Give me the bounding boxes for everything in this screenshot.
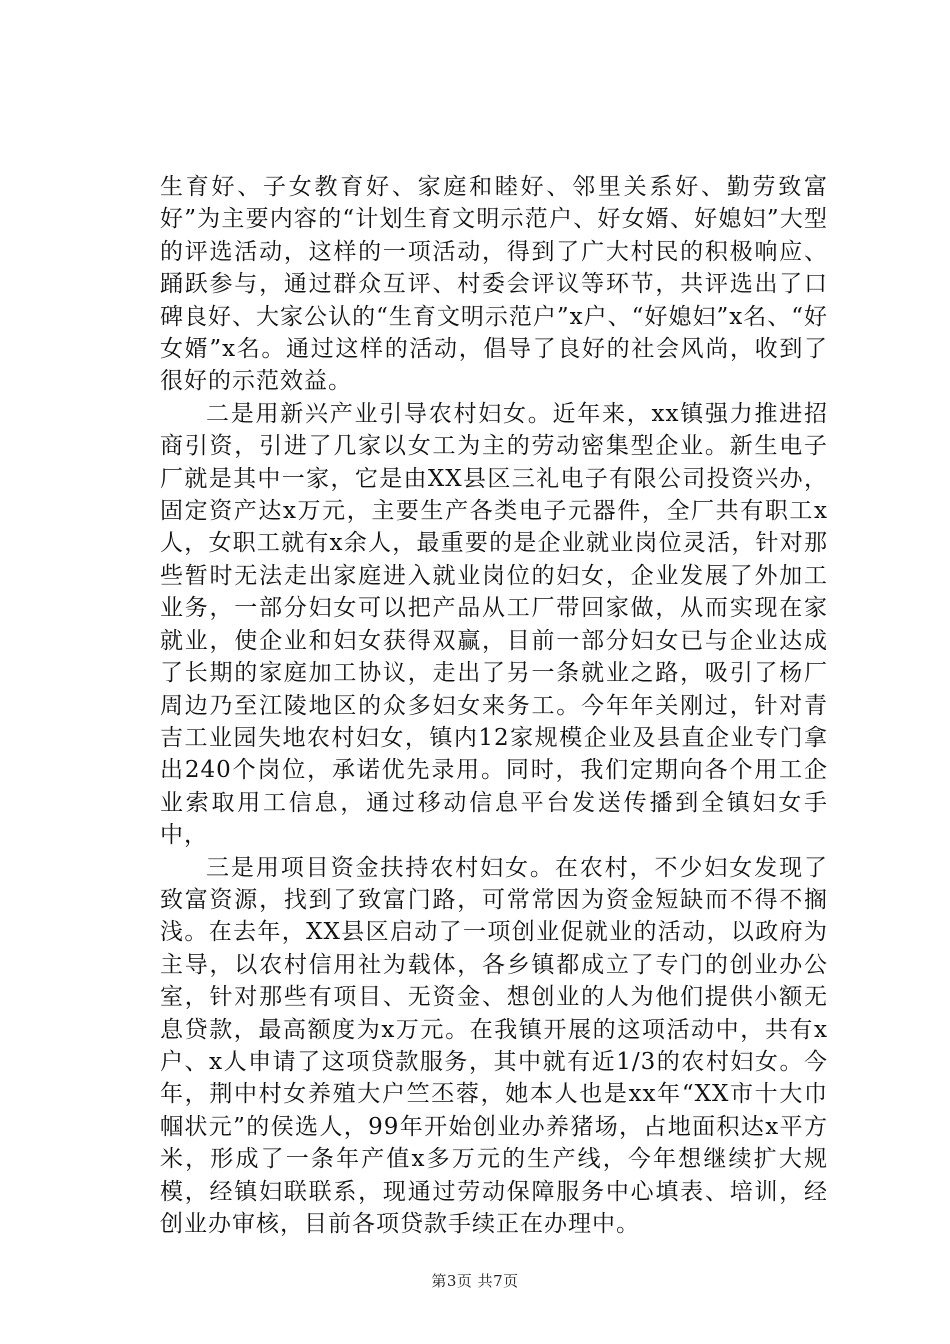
paragraph-2: 二是用新兴产业引导农村妇女。近年来，xx镇强力推进招商引资，引进了几家以女工为主的劳动密集型企业。新生电子厂就是其中一家，它是由XX县区三礼电子有限公司投资兴办，固定资产达x万元，主要生产各类电子元器件，全厂共有职工x人，女职工就有x余人，最重要的是企业就业岗位灵活，针对那些暂时无法走出家庭进入就业岗位的妇女，企业发展了外加工业务，一部分妇女可以把产品从工厂带回家做，从而实现在家就业，使企业和妇女获得双赢，目前一部分妇女已与企业达成了长期的家庭加工协议，走出了另一条就业之路，吸引了杨厂周边乃至江陵地区的众多妇女来务工。今年年关刚过，针对青吉工业园失地农村妇女，镇内12家规模企业及县直企业专门拿出240个岗位，承诺优先录用。同时，我们定期向各个用工企业索取用工信息，通过移动信息平台发送传播到全镇妇女手中， xyxy=(160,400,828,849)
paragraph-3: 三是用项目资金扶持农村妇女。在农村，不少妇女发现了致富资源，找到了致富门路，可常常因为资金短缺而不得不搁浅。在去年，XX县区启动了一项创业促就业的活动，以政府为主导，以农村信用社为载体，各乡镇都成立了专门的创业办公室，针对那些有项目、无资金、想创业的人为他们提供小额无息贷款，最高额度为x万元。在我镇开展的这项活动中，共有x户、x人申请了这项贷款服务，其中就有近1/3的农村妇女。今年，荆中村女养殖大户竺丕蓉，她本人也是xx年“XX市十大巾帼状元”的侯选人，99年开始创业办养猪场，占地面积达x平方米，形成了一条年产值x多万元的生产线，今年想继续扩大规模，经镇妇联联系，现通过劳动保障服务中心填表、培训，经创业办审核，目前各项贷款手续正在办理中。 xyxy=(160,854,828,1237)
body-text xyxy=(160,171,828,1240)
page-number-footer: 第3页 共7页 xyxy=(431,1272,519,1290)
paragraph-1: 生育好、子女教育好、家庭和睦好、邻里关系好、勤劳致富好”为主要内容的“计划生育文明示范户、好女婿、好媳妇”大型的评选活动，这样的一项活动，得到了广大村民的积极响应、踊跃参与，通过群众互评、村委会评议等环节，共评选出了口碑良好、大家公认的“生育文明示范户”x户、“好媳妇”x名、“好女婿”x名。通过这样的活动，倡导了良好的社会风尚，收到了很好的示范效益。 xyxy=(160,174,828,395)
